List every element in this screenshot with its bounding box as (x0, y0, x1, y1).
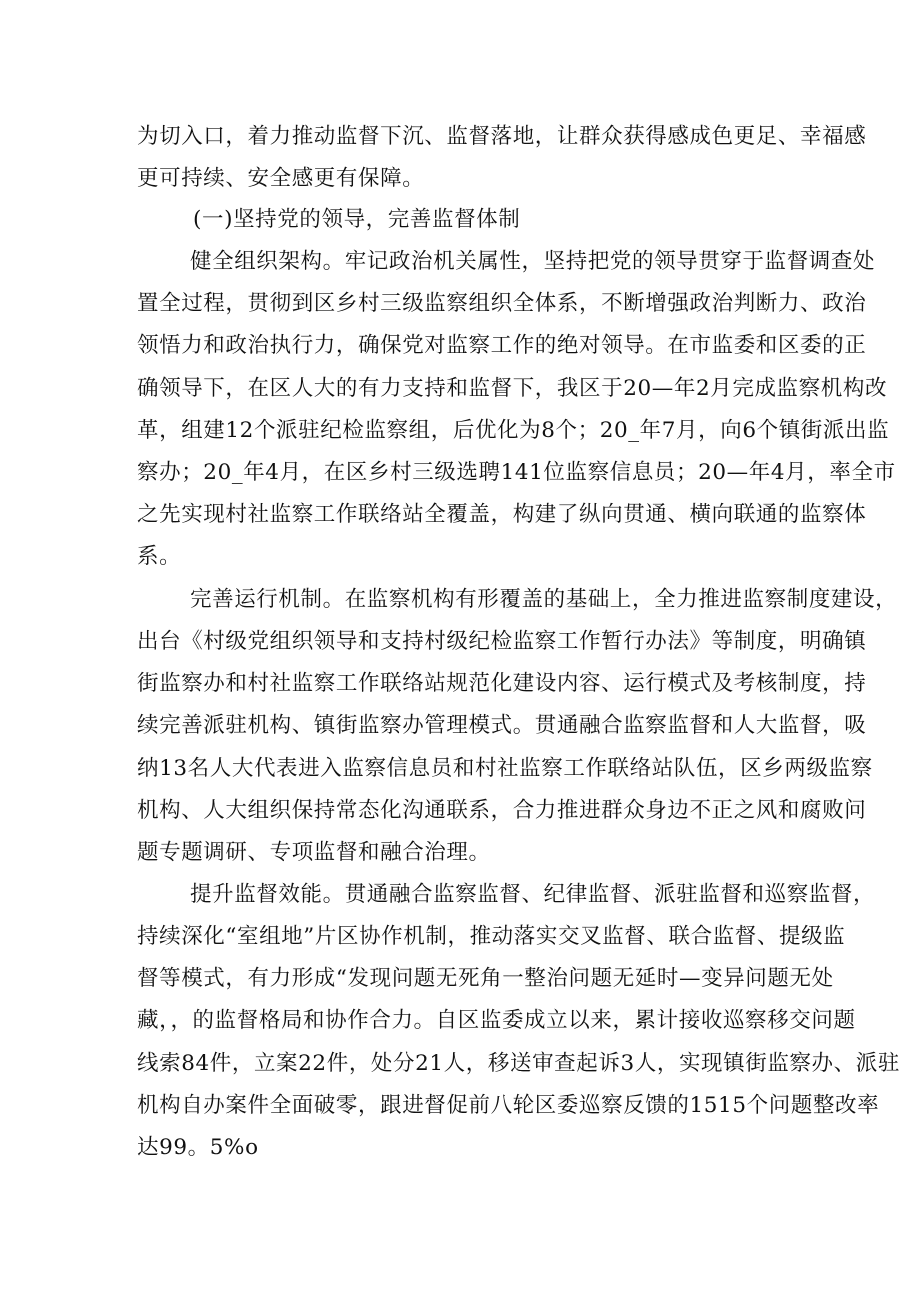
paragraph2-line-3: 街监察办和村社监察工作联络站规范化建设内容、运行模式及考核制度，持 (137, 671, 867, 696)
paragraph1-line-6: 察办；20_年4月，在区乡村三级选聘141位监察信息员；20—年4月，率全市 (137, 460, 896, 485)
paragraph1-line-2: 置全过程，贯彻到区乡村三级监察组织全体系，不断增强政治判断力、政治 (137, 291, 867, 316)
paragraph1-line-7: 之先实现村社监察工作联络站全覆盖，构建了纵向贯通、横向联通的监察体 (137, 502, 867, 527)
paragraph1-line-8: 系。 (137, 544, 182, 569)
paragraph3-line-7: 达99。5%o (137, 1135, 259, 1160)
paragraph3-line-6: 机构自办案件全面破零，跟进督促前八轮区委巡察反馈的1515个问题整改率 (137, 1093, 880, 1118)
intro-line-2: 更可持续、安全感更有保障。 (137, 166, 425, 191)
paragraph2-line-6: 机构、人大组织保持常态化沟通联系，合力推进群众身边不正之风和腐败问 (137, 798, 867, 823)
paragraph2-line-5: 纳13名人大代表进入监察信息员和村社监察工作联络站队伍，区乡两级监察 (137, 756, 873, 781)
paragraph3-line-3: 督等模式，有力形成“发现问题无死角一整治问题无延时—变异问题无处 (137, 966, 834, 991)
paragraph3-line-1: 提升监督效能。贯通融合监察监督、纪律监督、派驻监督和巡察监督， (190, 882, 876, 907)
section-heading: (一)坚持党的领导，完善监督体制 (193, 207, 521, 232)
paragraph1-line-3: 领悟力和政治执行力，确保党对监察工作的绝对领导。在市监委和区委的正 (137, 333, 867, 358)
paragraph1-line-5: 革，组建12个派驻纪检监察组，后优化为8个；20_年7月，向6个镇街派出监 (137, 418, 890, 443)
paragraph1-line-4: 确领导下，在区人大的有力支持和监督下，我区于20—年2月完成监察机构改 (137, 376, 888, 401)
paragraph2-line-2: 出台《村级党组织领导和支持村级纪检监察工作暂行办法》等制度，明确镇 (137, 629, 867, 654)
paragraph3-line-2: 持续深化“室组地”片区协作机制，推动落实交叉监督、联合监督、提级监 (137, 924, 846, 949)
paragraph3-line-5: 线索84件，立案22件，处分21人，移送审查起诉3人，实现镇街监察办、派驻 (137, 1051, 900, 1076)
paragraph2-line-4: 续完善派驻机构、镇街监察办管理模式。贯通融合监察监督和人大监督，吸 (137, 713, 867, 738)
paragraph1-line-1: 健全组织架构。牢记政治机关属性，坚持把党的领导贯穿于监督调查处 (190, 249, 876, 274)
paragraph3-line-4: 藏，，的监督格局和协作合力。自区监委成立以来，累计接收巡察移交问题 (137, 1008, 856, 1033)
paragraph2-line-7: 题专题调研、专项监督和融合治理。 (137, 840, 491, 865)
intro-line-1: 为切入口，着力推动监督下沉、监督落地，让群众获得感成色更足、幸福感 (137, 124, 867, 149)
paragraph2-line-1: 完善运行机制。在监察机构有形覆盖的基础上，全力推进监察制度建设， (190, 587, 898, 612)
